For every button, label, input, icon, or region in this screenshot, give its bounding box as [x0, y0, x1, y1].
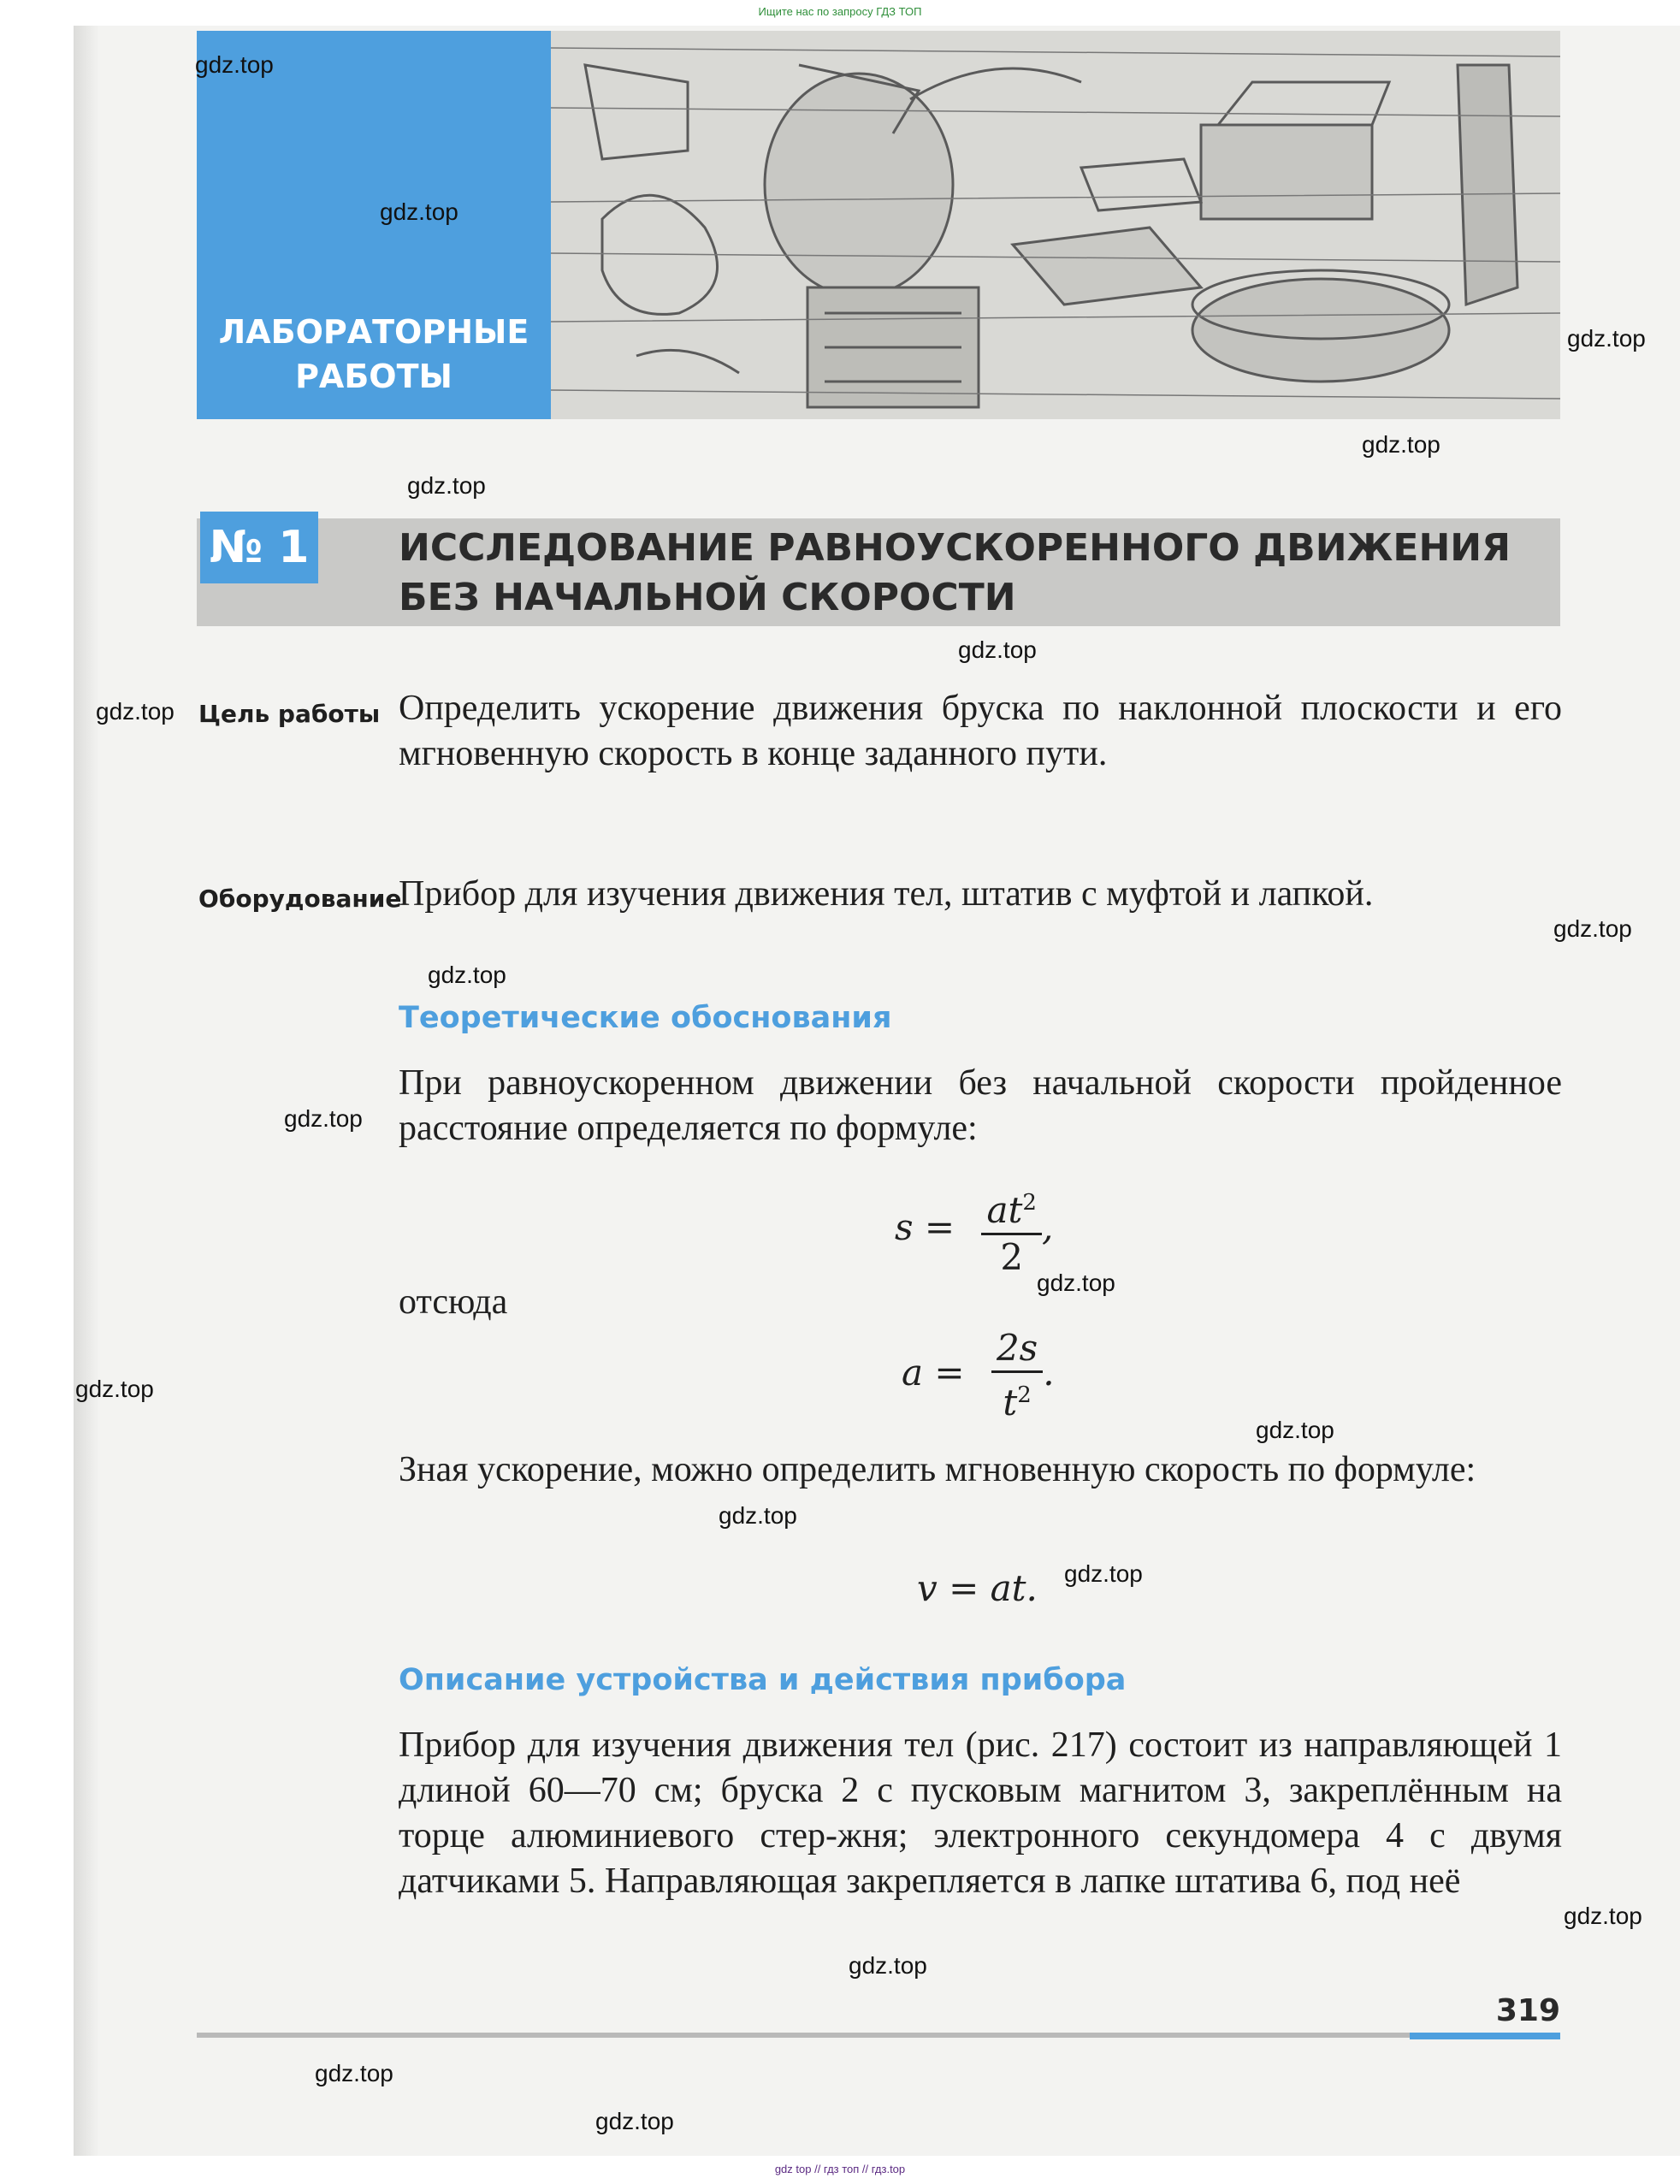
formula-distance-numerator [981, 1181, 1041, 1235]
theory-paragraph-2: Зная ускорение, можно определить мгновенную скорость по формуле: [399, 1450, 1476, 1489]
footer-accent [1410, 2033, 1560, 2039]
header-label [197, 310, 551, 399]
engraving-image [551, 31, 1560, 419]
watermark: gdz.top [380, 198, 458, 225]
theory-heading: Теоретические обоснования [399, 1001, 892, 1035]
watermark: gdz.top [1567, 325, 1646, 352]
equipment-text: Прибор для изучения движения тел, штатив с муфтой и лапкой. [399, 874, 1374, 914]
work-number-badge: № 1 [200, 512, 318, 583]
watermark: gdz.top [284, 1105, 363, 1132]
watermark: gdz.top [1553, 915, 1632, 942]
work-title [399, 524, 1545, 623]
watermark: gdz.top [1362, 431, 1440, 458]
formula-distance [895, 1181, 1053, 1280]
watermark: gdz.top [428, 962, 506, 988]
formula-distance-lhs: s = [895, 1206, 955, 1248]
watermark: gdz.top [96, 698, 175, 725]
formula-acceleration-fraction [991, 1326, 1043, 1425]
watermark: gdz.top [719, 1502, 797, 1529]
device-heading: Описание устройства и действия прибора [399, 1663, 1127, 1697]
formula-acceleration-numerator: 2s [991, 1326, 1043, 1373]
formula-acceleration-den-text: t [1003, 1382, 1018, 1423]
header-label-line2: РАБОТЫ [295, 358, 453, 395]
page-spine-shadow [74, 26, 99, 2156]
watermark: gdz.top [1564, 1903, 1642, 1929]
formula-distance-fraction [981, 1181, 1041, 1280]
goal-label: Цель работы [198, 700, 381, 728]
device-text: Прибор для изучения движения тел (рис. 217) состоит из направляющей 1 длиной 60—70 см; бруска 2 с пусковым магнитом 3, закреплённым на торце алюминиевого стер-жня; электронного секундомера 4 с двумя датчиками 5. Направляющая закрепляется в лапке штатива 6, под неё [399, 1725, 1562, 1901]
watermark: gdz.top [315, 2060, 393, 2086]
equipment-label: Оборудование [198, 885, 402, 913]
watermark: gdz.top [1064, 1560, 1143, 1587]
watermark: gdz.top [195, 51, 274, 78]
work-title-line1: ИССЛЕДОВАНИЕ РАВНОУСКОРЕННОГО ДВИЖЕНИЯ [399, 526, 1511, 570]
watermark: gdz.top [849, 1952, 927, 1979]
goal-text: Определить ускорение движения бруска по наклонной плоскости и его мгновенную скорость в конце заданного пути. [399, 689, 1562, 773]
watermark: gdz.top [75, 1376, 154, 1402]
formula-distance-denominator: 2 [1000, 1236, 1024, 1278]
engraving-illustration [551, 31, 1560, 419]
header-label-line1: ЛАБОРАТОРНЫЕ [218, 313, 529, 351]
formula-acceleration-lhs: a = [902, 1352, 965, 1394]
watermark: gdz.top [958, 636, 1037, 663]
bottom-note: gdz top // гдз топ // гдз.top [774, 2163, 906, 2175]
formula-acceleration-denominator [991, 1373, 1043, 1425]
formula-distance-num-text: at [986, 1189, 1023, 1231]
formula-distance-num-exp: 2 [1022, 1190, 1037, 1216]
top-note: Ищите нас по запросу ГДЗ ТОП [758, 5, 922, 18]
hence-text: отсюда [399, 1282, 508, 1322]
watermark: gdz.top [595, 2108, 674, 2134]
formula-acceleration-den-exp: 2 [1017, 1382, 1032, 1408]
watermark: gdz.top [1037, 1270, 1115, 1296]
watermark: gdz.top [407, 472, 486, 499]
watermark: gdz.top [1256, 1417, 1334, 1443]
footer-rule [197, 2033, 1560, 2038]
formula-acceleration-tail: . [1043, 1352, 1055, 1394]
formula-velocity: v = at. [917, 1567, 1038, 1609]
formula-distance-tail: , [1041, 1206, 1054, 1248]
page-number: 319 [1495, 1993, 1560, 2028]
work-title-line2: БЕЗ НАЧАЛЬНОЙ СКОРОСТИ [399, 576, 1016, 619]
theory-paragraph-1: При равноускоренном движении без начальной скорости пройденное расстояние определяется по формуле: [399, 1063, 1562, 1148]
formula-acceleration [902, 1326, 1055, 1425]
